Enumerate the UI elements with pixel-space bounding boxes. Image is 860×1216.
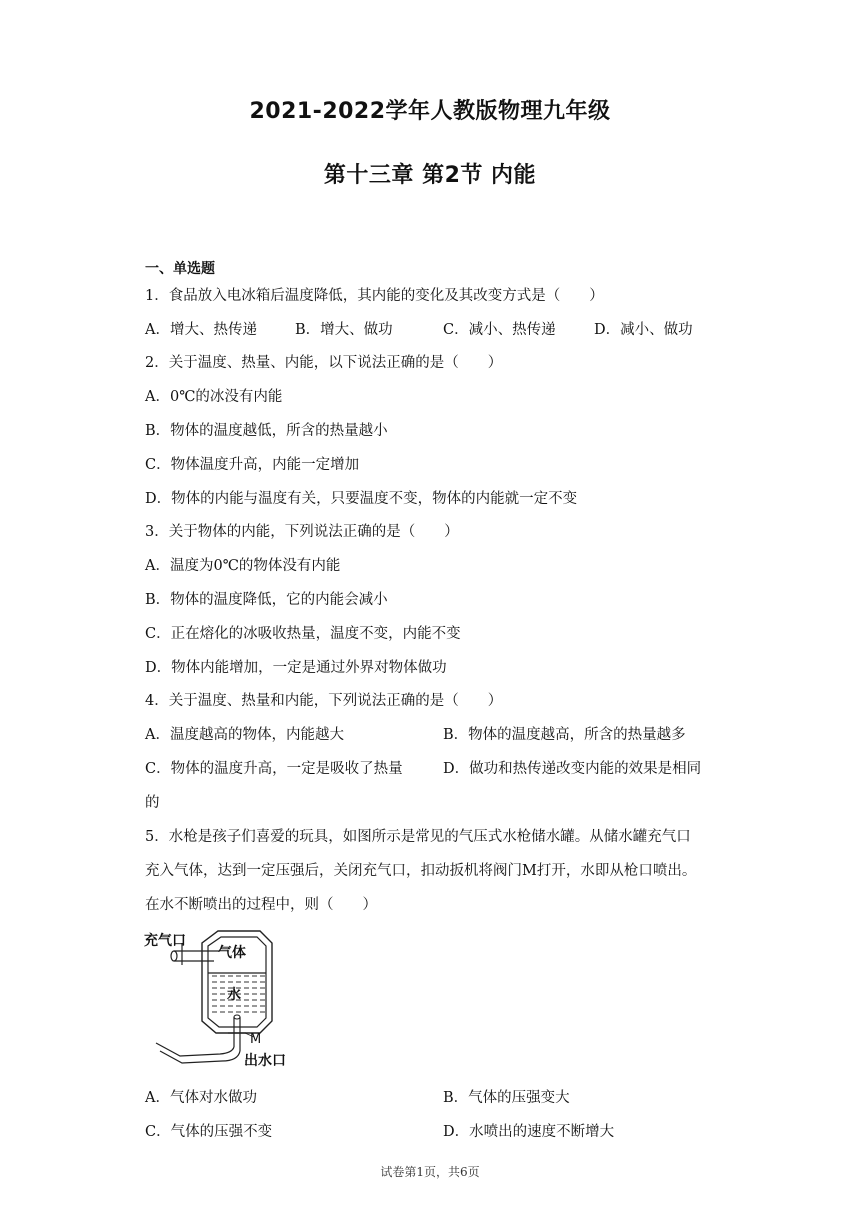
q2-option-a: A．0℃的冰没有内能 (145, 389, 283, 405)
label-valve: M (250, 1032, 262, 1047)
water-tank-figure (140, 925, 310, 1075)
label-water: 水 (227, 987, 241, 1003)
q3-option-a: A．温度为0℃的物体没有内能 (145, 558, 341, 574)
q3-option-d: D．物体内能增加，一定是通过外界对物体做功 (145, 660, 447, 676)
q4-option-d: D．做功和热传递改变内能的效果是相同 (443, 761, 702, 777)
q1-option-b: B．增大、做功 (295, 322, 393, 338)
label-gas: 气体 (218, 945, 246, 961)
q4-option-d-continued: 的 (145, 795, 160, 811)
q5-option-a: A．气体对水做功 (145, 1090, 257, 1106)
label-inlet: 充气口 (144, 933, 186, 949)
doc-subtitle: 第十三章 第2节 内能 (323, 163, 537, 188)
q5-stem-line1: 5．水枪是孩子们喜爱的玩具，如图所示是常见的气压式水枪储水罐。从储水罐充气口 (145, 829, 691, 845)
outlet-hose (156, 1043, 234, 1056)
q4-option-c: C．物体的温度升高，一定是吸收了热量 (145, 761, 403, 777)
q2-option-d: D．物体的内能与温度有关，只要温度不变，物体的内能就一定不变 (145, 491, 578, 507)
q3-stem: 3．关于物体的内能，下列说法正确的是（ ） (145, 524, 459, 540)
q2-option-b: B．物体的温度越低，所含的热量越小 (145, 423, 388, 439)
q1-option-d: D．减小、做功 (594, 322, 693, 338)
q2-stem: 2．关于温度、热量、内能，以下说法正确的是（ ） (145, 355, 503, 371)
page-footer: 试卷第1页，共6页 (380, 1165, 480, 1179)
q1-option-a: A．增大、热传递 (145, 322, 257, 338)
q1-option-c: C．减小、热传递 (443, 322, 556, 338)
q5-option-c: C．气体的压强不变 (145, 1124, 273, 1140)
label-outlet: 出水口 (244, 1053, 286, 1069)
q4-option-a: A．温度越高的物体，内能越大 (145, 727, 344, 743)
q3-option-c: C．正在熔化的冰吸收热量，温度不变，内能不变 (145, 626, 461, 642)
q1-stem: 1．食品放入电冰箱后温度降低，其内能的变化及其改变方式是（ ） (145, 288, 604, 304)
q5-option-b: B．气体的压强变大 (443, 1090, 570, 1106)
doc-title: 2021-2022学年人教版物理九年级 (249, 99, 611, 124)
q3-option-b: B．物体的温度降低，它的内能会减小 (145, 592, 388, 608)
q4-option-b: B．物体的温度越高，所含的热量越多 (443, 727, 686, 743)
q5-option-d: D．水喷出的速度不断增大 (443, 1124, 615, 1140)
q5-stem-line3: 在水不断喷出的过程中，则（ ） (145, 897, 377, 913)
q2-option-c: C．物体温度升高，内能一定增加 (145, 457, 360, 473)
q5-stem-line2: 充入气体，达到一定压强后，关闭充气口，扣动扳机将阀门M打开，水即从枪口喷出。 (145, 863, 697, 879)
q4-stem: 4．关于温度、热量和内能，下列说法正确的是（ ） (145, 693, 503, 709)
section-heading: 一、单选题 (145, 261, 215, 277)
